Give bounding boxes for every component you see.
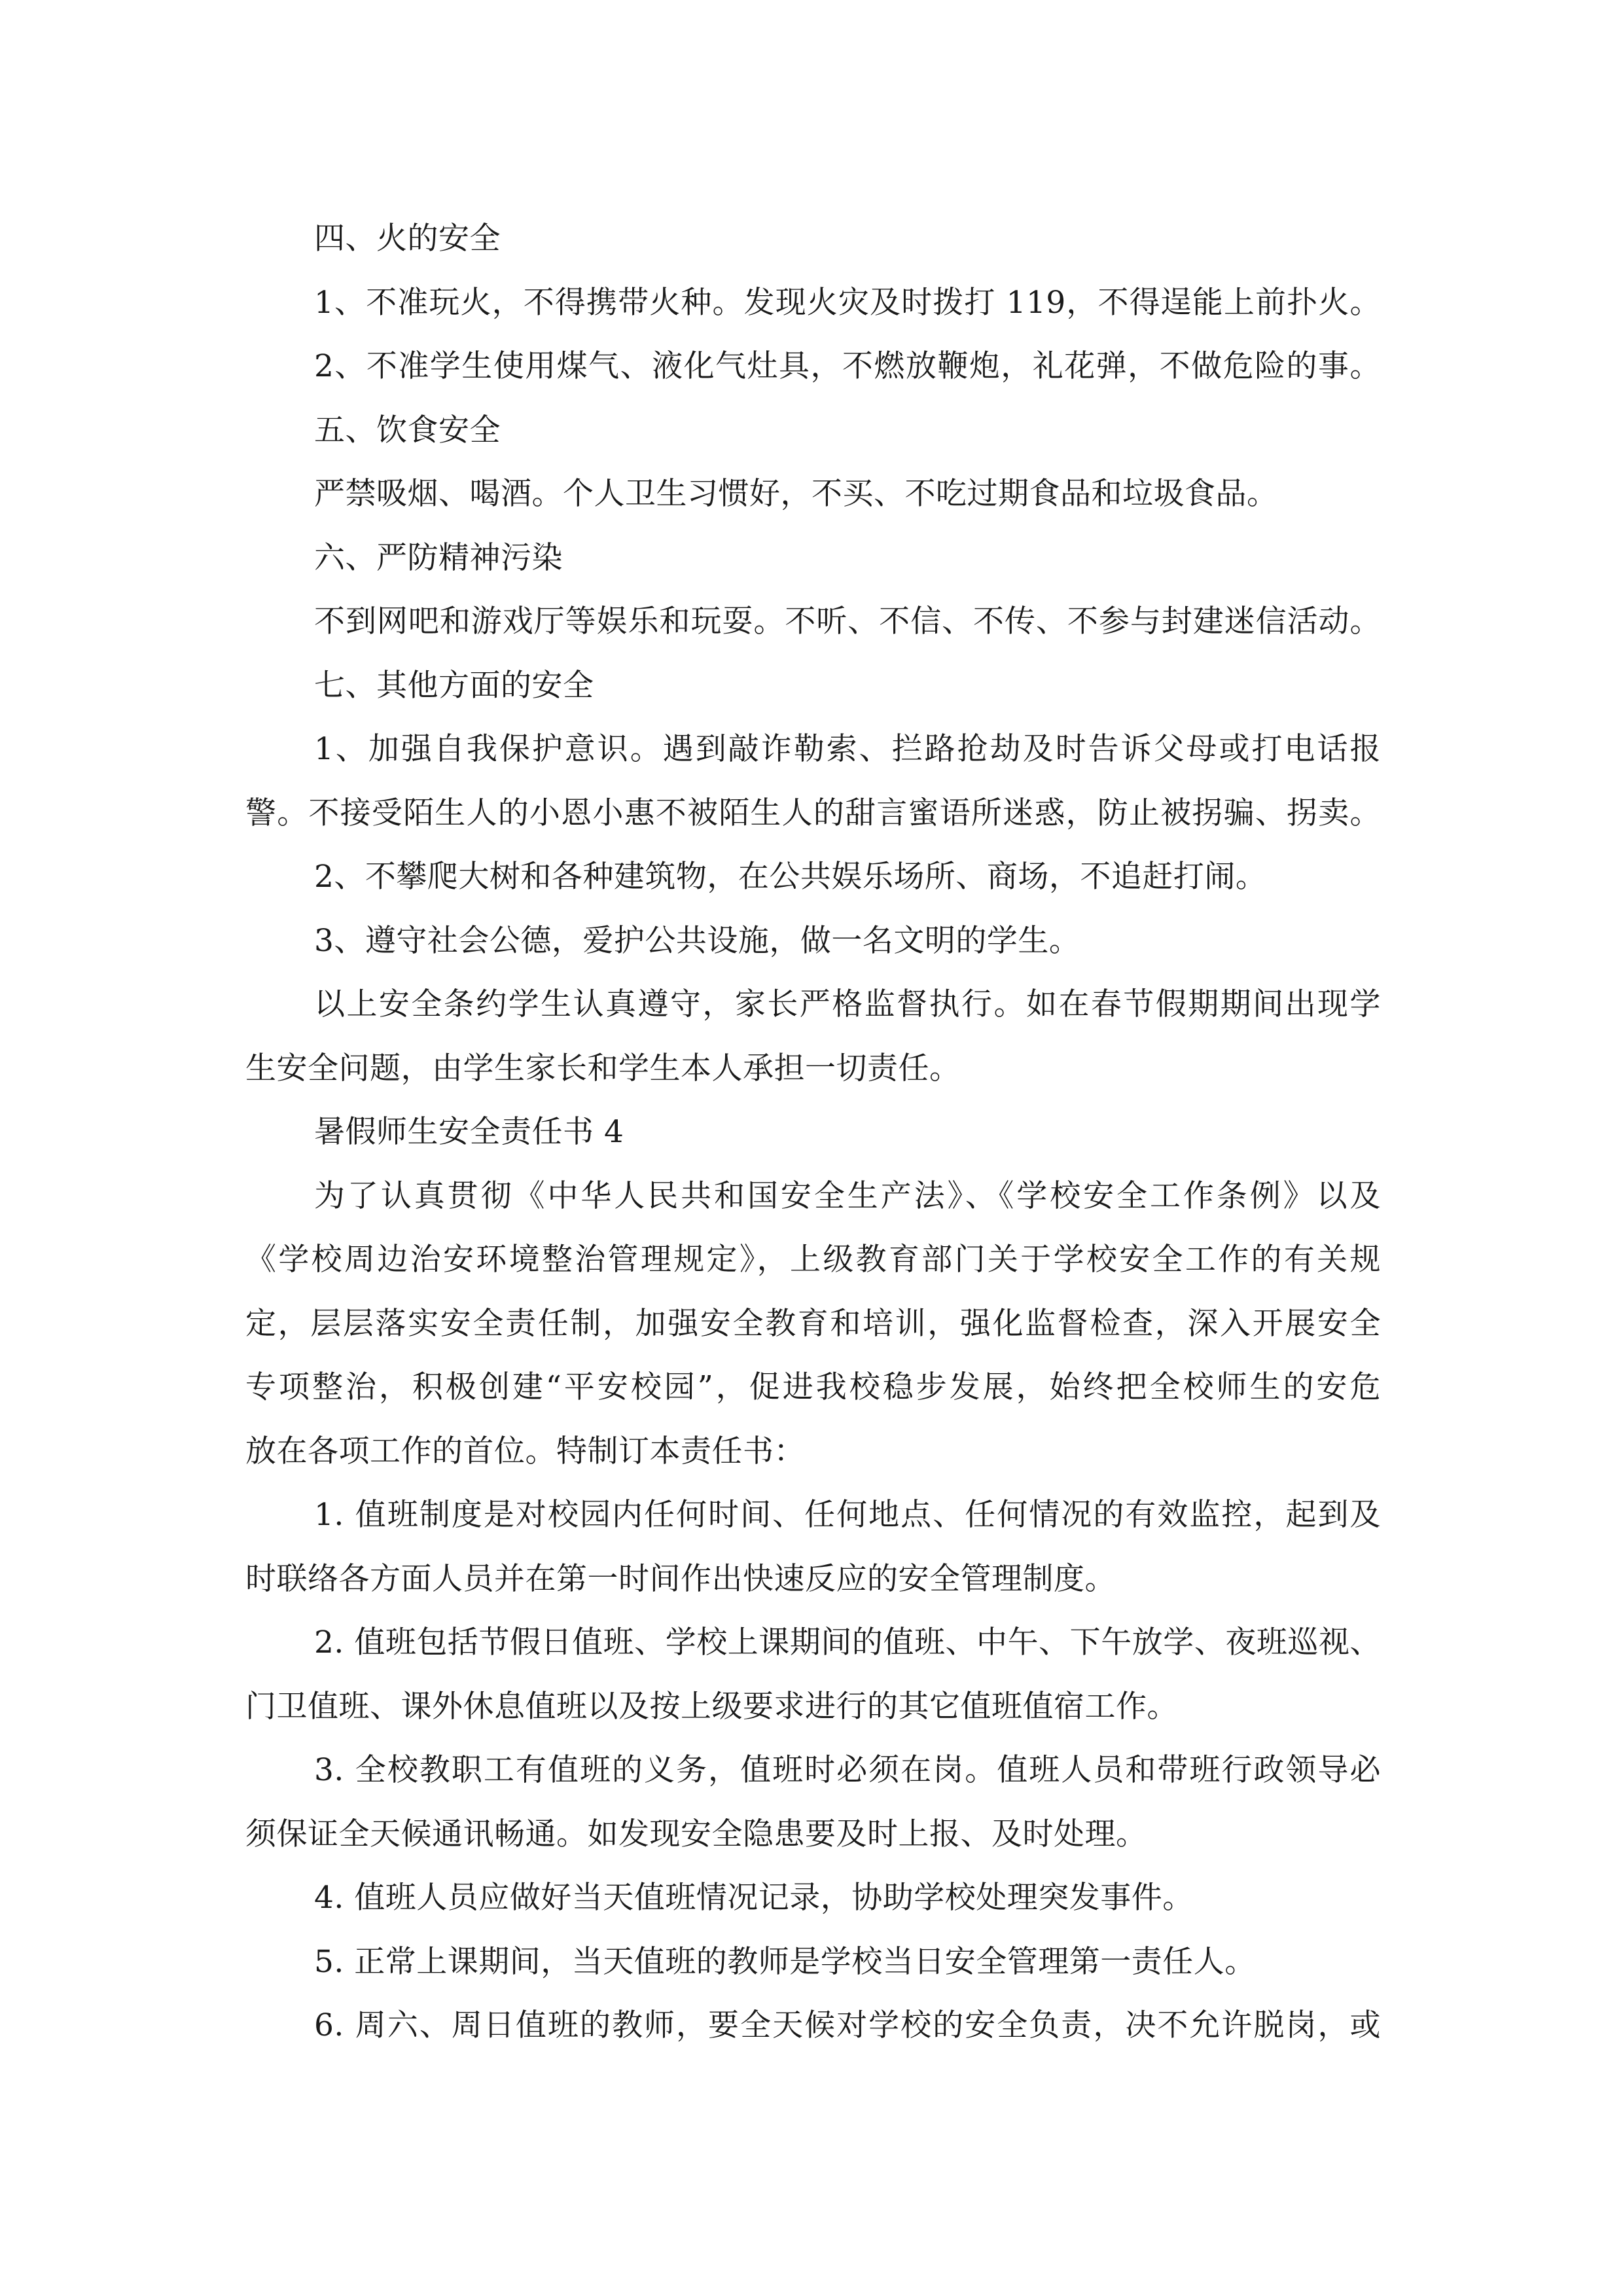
text-line: 放在各项工作的首位。特制订本责任书： bbox=[245, 1433, 805, 1469]
text-line: 七、其他方面的安全 bbox=[314, 667, 594, 704]
text-line: 门卫值班、课外休息值班以及按上级要求进行的其它值班值宿工作。 bbox=[245, 1688, 1178, 1725]
text-line: 3、遵守社会公德，爱护公共设施，做一名文明的学生。 bbox=[314, 922, 1080, 959]
text-line: 6. 周六、周日值班的教师，要全天候对学校的安全负责，决不允许脱岗，或 bbox=[314, 2007, 1381, 2043]
text-line: 严禁吸烟、喝酒。个人卫生习惯好，不买、不吃过期食品和垃圾食品。 bbox=[314, 476, 1278, 512]
text-line: 生安全问题，由学生家长和学生本人承担一切责任。 bbox=[245, 1050, 961, 1086]
text-line: 2、不攀爬大树和各种建筑物，在公共娱乐场所、商场，不追赶打闹。 bbox=[314, 859, 1267, 895]
text-line: 2、不准学生使用煤气、液化气灶具，不燃放鞭炮，礼花弹，不做危险的事。 bbox=[314, 348, 1381, 384]
text-line: 警。不接受陌生人的小恩小惠不被陌生人的甜言蜜语所迷惑，防止被拐骗、拐卖。 bbox=[245, 795, 1381, 831]
document-body bbox=[245, 207, 1381, 2058]
text-line: 不到网吧和游戏厅等娱乐和玩耍。不听、不信、不传、不参与封建迷信活动。 bbox=[314, 603, 1381, 639]
text-line: 4. 值班人员应做好当天值班情况记录，协助学校处理突发事件。 bbox=[314, 1880, 1194, 1916]
text-line: 为了认真贯彻《中华人民共和国安全生产法》、《学校安全工作条例》以及 bbox=[314, 1177, 1381, 1214]
text-line: 专项整治，积极创建“平安校园”，促进我校稳步发展，始终把全校师生的安危 bbox=[245, 1369, 1381, 1405]
text-line: 1. 值班制度是对校园内任何时间、任何地点、任何情况的有效监控，起到及 bbox=[314, 1497, 1381, 1533]
text-line: 暑假师生安全责任书 4 bbox=[314, 1114, 624, 1150]
text-line: 《学校周边治安环境整治管理规定》，上级教育部门关于学校安全工作的有关规 bbox=[245, 1242, 1381, 1278]
text-line: 五、饮食安全 bbox=[314, 412, 501, 448]
text-line: 须保证全天候通讯畅通。如发现安全隐患要及时上报、及时处理。 bbox=[245, 1816, 1147, 1852]
text-line: 1、不准玩火，不得携带火种。发现火灾及时拨打 119，不得逞能上前扑火。 bbox=[314, 284, 1381, 321]
text-line: 定，层层落实安全责任制，加强安全教育和培训，强化监督检查，深入开展安全 bbox=[245, 1305, 1381, 1342]
text-line: 六、严防精神污染 bbox=[314, 539, 563, 576]
text-line: 5. 正常上课期间，当天值班的教师是学校当日安全管理第一责任人。 bbox=[314, 1943, 1256, 1980]
text-line: 时联络各方面人员并在第一时间作出快速反应的安全管理制度。 bbox=[245, 1560, 1116, 1597]
text-line: 3. 全校教职工有值班的义务，值班时必须在岗。值班人员和带班行政领导必 bbox=[314, 1752, 1381, 1788]
text-line: 2. 值班包括节假日值班、学校上课期间的值班、中午、下午放学、夜班巡视、 bbox=[314, 1624, 1381, 1660]
text-line: 四、火的安全 bbox=[314, 221, 501, 257]
text-line: 以上安全条约学生认真遵守，家长严格监督执行。如在春节假期期间出现学 bbox=[314, 986, 1381, 1022]
text-line: 1、加强自我保护意识。遇到敲诈勒索、拦路抢劫及时告诉父母或打电话报 bbox=[314, 731, 1381, 767]
